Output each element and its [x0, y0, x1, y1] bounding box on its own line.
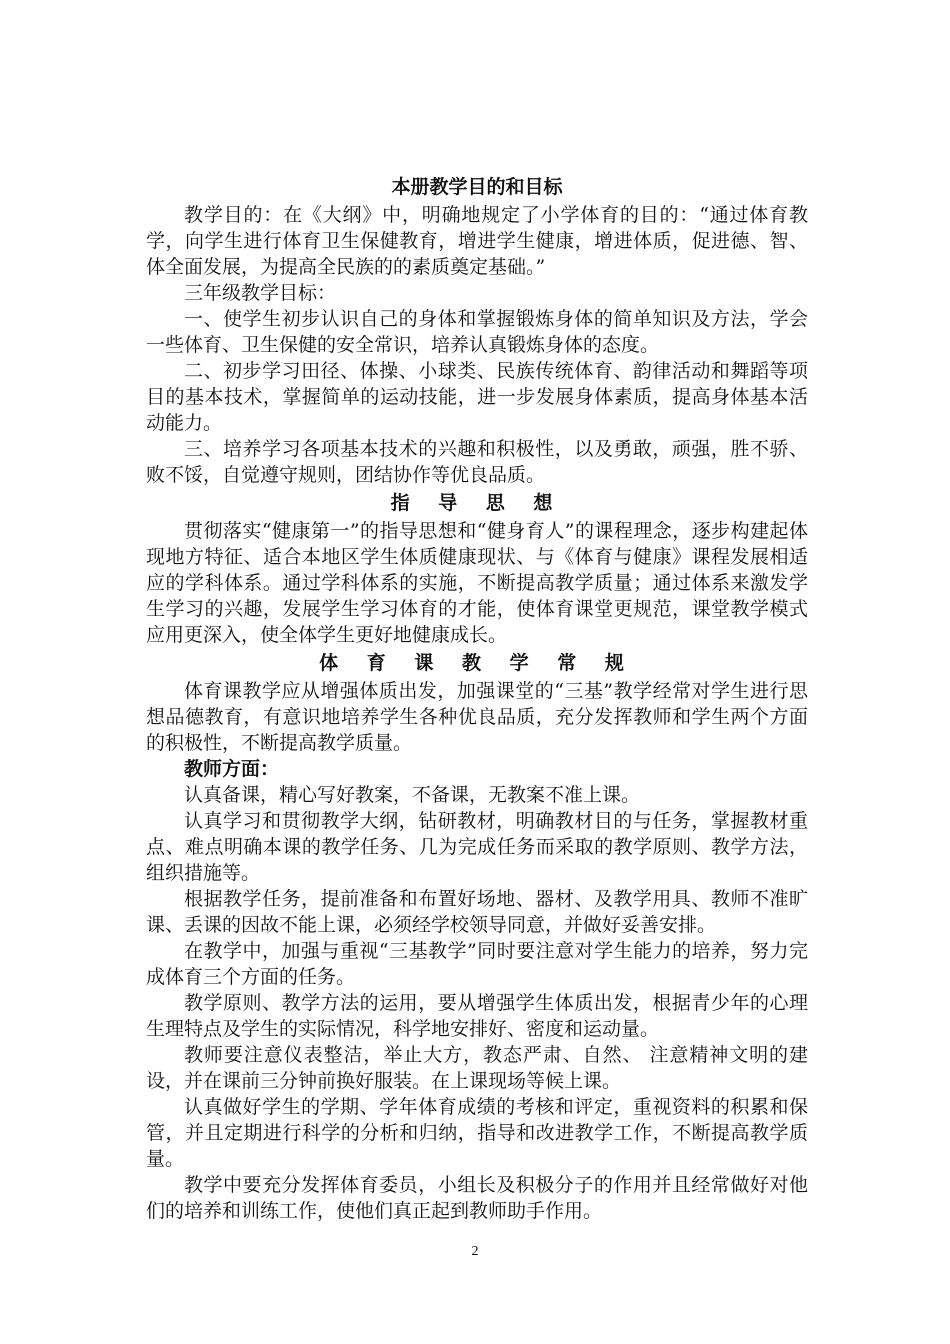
- grade-goal-item: 一、使学生初步认识自己的身体和掌握锻炼身体的简单知识及方法，学会一些体育、卫生保健的安全常识，培养认真锻炼身体的态度。: [146, 308, 808, 356]
- teacher-rule-item: 教学原则、教学方法的运用，要从增强学生体质出发，根据青少年的心理生理特点及学生的实际情况，科学地安排好、密度和运动量。: [146, 992, 808, 1040]
- page-content: [146, 172, 808, 1224]
- goals-heading: 本册教学目的和目标: [391, 176, 563, 198]
- grade-goal-item: 三、培养学习各项基本技术的兴趣和积极性，以及勇敢，顽强，胜不骄、败不馁，自觉遵守规则，团结协作等优良品质。: [146, 438, 808, 486]
- teacher-rule-item: 教师要注意仪表整洁，举止大方，教态严肃、自然、 注意精神文明的建设，并在课前三分钟前换好服装。在上课现场等候上课。: [146, 1044, 808, 1092]
- teacher-rule-item: 教学中要充分发挥体育委员，小组长及积极分子的作用并且经常做好对他们的培养和训练工作，使他们真正起到教师助手作用。: [146, 1174, 808, 1222]
- routine-intro-paragraph: 体育课教学应从增强体质出发，加强课堂的“三基”教学经常对学生进行思想品德教育，有意识地培养学生各种优良品质，充分发挥教师和学生两个方面的积极性，不断提高教学质量。: [146, 680, 808, 754]
- teacher-rule-item: 根据教学任务，提前准备和布置好场地、器材、及教学用具、教师不准旷课、丢课的因故不能上课，必须经学校领导同意，并做好妥善安排。: [146, 888, 808, 936]
- guiding-paragraph: 贯彻落实“健康第一”的指导思想和“健身育人”的课程理念，逐步构建起体现地方特征、适合本地区学生体质健康现状、与《体育与健康》课程发展相适应的学科体系。通过学科体系的实施，不断提高教学质量；通过体系来激发学生学习的兴趣，发展学生学习体育的才能，使体育课堂更规范，课堂教学模式应用更深入，使全体学生更好地健康成长。: [146, 520, 808, 646]
- routine-heading: 体 育 课 教 学 常 规: [319, 652, 635, 674]
- teacher-rule-item: 认真备课，精心写好教案，不备课，无教案不准上课。: [184, 784, 641, 806]
- guiding-heading: 指 导 思 想: [390, 492, 564, 514]
- grade-goal-item: 二、初步学习田径、体操、小球类、民族传统体育、韵律活动和舞蹈等项目的基本技术，掌握简单的运动技能，进一步发展身体素质，提高身体基本活动能力。: [146, 360, 808, 434]
- grade-goals-title: 三年级教学目标：: [184, 282, 337, 304]
- page-number: 2: [471, 1244, 479, 1259]
- teacher-rule-item: 在教学中，加强与重视“三基教学”同时要注意对学生能力的培养，努力完成体育三个方面的任务。: [146, 940, 808, 988]
- teacher-section-title: 教师方面：: [184, 758, 280, 780]
- teacher-rule-item: 认真做好学生的学期、学年体育成绩的考核和评定，重视资料的积累和保管，并且定期进行科学的分析和归纳，指导和改进教学工作，不断提高教学质量。: [146, 1096, 808, 1170]
- teaching-purpose-paragraph: 教学目的：在《大纲》中，明确地规定了小学体育的目的：“通过体育教学，向学生进行体育卫生保健教育，增进学生健康，增进体质，促进德、智、体全面发展，为提高全民族的的素质奠定基础。”: [146, 204, 808, 278]
- teacher-rule-item: 认真学习和贯彻教学大纲，钻研教材，明确教材目的与任务，掌握教材重点、难点明确本课的教学任务、几为完成任务而采取的教学原则、教学方法，组织措施等。: [146, 810, 808, 884]
